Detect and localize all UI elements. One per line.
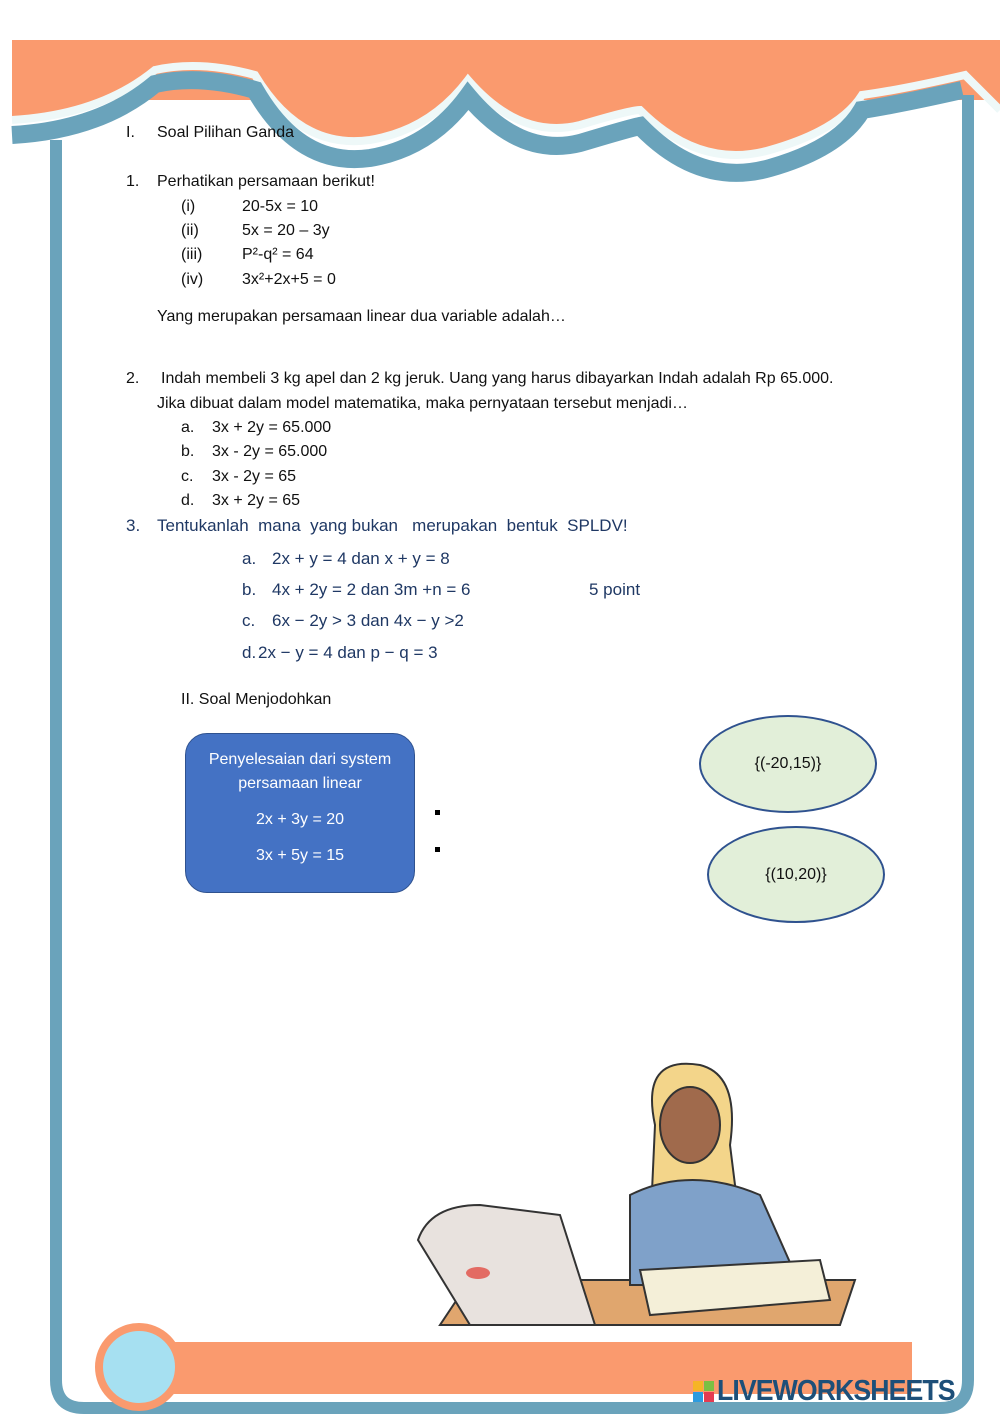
- item-label: (ii): [181, 222, 199, 239]
- option-label: d.: [242, 643, 257, 662]
- option-text[interactable]: 3x + 2y = 65.000: [212, 419, 332, 436]
- question-number: 3.: [126, 516, 141, 535]
- option-text[interactable]: 4x + 2y = 2 dan 3m +n = 6: [272, 580, 471, 599]
- item-equation: P²-q² = 64: [242, 246, 314, 263]
- match-answer-1[interactable]: [699, 715, 877, 813]
- option-label: b.: [181, 443, 195, 460]
- equation: 2x + 3y = 20: [255, 811, 345, 828]
- section-title: Soal Pilihan Ganda: [157, 124, 294, 141]
- item-label: (iii): [181, 246, 203, 263]
- question-prompt: Tentukanlah mana yang bukan merupakan bentuk SPLDV!: [157, 516, 628, 535]
- option-text[interactable]: 3x + 2y = 65: [212, 492, 301, 509]
- prompt-line: Penyelesaian dari system: [208, 751, 392, 768]
- option-text[interactable]: 6x − 2y > 3 dan 4x − y >2: [272, 611, 464, 630]
- option-text[interactable]: 2x + y = 4 dan x + y = 8: [272, 549, 450, 568]
- item-equation: 5x = 20 – 3y: [242, 222, 330, 239]
- matching-prompt-box: [185, 733, 415, 893]
- prompt-line: persamaan linear: [238, 775, 362, 792]
- match-connector-dot[interactable]: [435, 847, 440, 852]
- match-answer-2[interactable]: [707, 826, 885, 923]
- equation: 3x + 5y = 15: [255, 847, 345, 864]
- logo-text: LIVEWORKSHEETS: [717, 1375, 955, 1407]
- answer-text: {(10,20)}: [765, 865, 827, 883]
- section-title: II. Soal Menjodohkan: [181, 691, 332, 708]
- question-number: 1.: [126, 173, 140, 190]
- option-text[interactable]: 3x - 2y = 65: [212, 468, 297, 485]
- question-text: Yang merupakan persamaan linear dua variable adalah…: [157, 308, 566, 325]
- option-text[interactable]: 3x - 2y = 65.000: [212, 443, 328, 460]
- item-equation: 20-5x = 10: [242, 198, 319, 215]
- option-label: a.: [242, 549, 257, 568]
- option-label: d.: [181, 492, 195, 509]
- question-number: 2.: [126, 370, 140, 387]
- points-label: 5 point: [589, 580, 641, 599]
- option-label: c.: [242, 611, 256, 630]
- question-line: Jika dibuat dalam model matematika, maka pernyataan tersebut menjadi…: [157, 395, 688, 412]
- logo-icon: [693, 1381, 714, 1402]
- item-label: (iv): [181, 271, 204, 288]
- item-label: (i): [181, 198, 196, 215]
- question-prompt: Perhatikan persamaan berikut!: [157, 173, 375, 190]
- option-label: a.: [181, 419, 195, 436]
- match-connector-dot[interactable]: [435, 810, 440, 815]
- teacher-illustration: [400, 1055, 860, 1345]
- option-text[interactable]: 2x − y = 4 dan p − q = 3: [258, 643, 438, 662]
- question-line: Indah membeli 3 kg apel dan 2 kg jeruk. Uang yang harus dibayarkan Indah adalah Rp 65.000.: [161, 370, 834, 387]
- item-equation: 3x²+2x+5 = 0: [242, 271, 336, 288]
- option-label: c.: [181, 468, 194, 485]
- section-number: I.: [126, 124, 135, 141]
- liveworksheets-logo: [693, 1375, 975, 1408]
- answer-text: {(-20,15)}: [754, 755, 822, 772]
- option-label: b.: [242, 580, 257, 599]
